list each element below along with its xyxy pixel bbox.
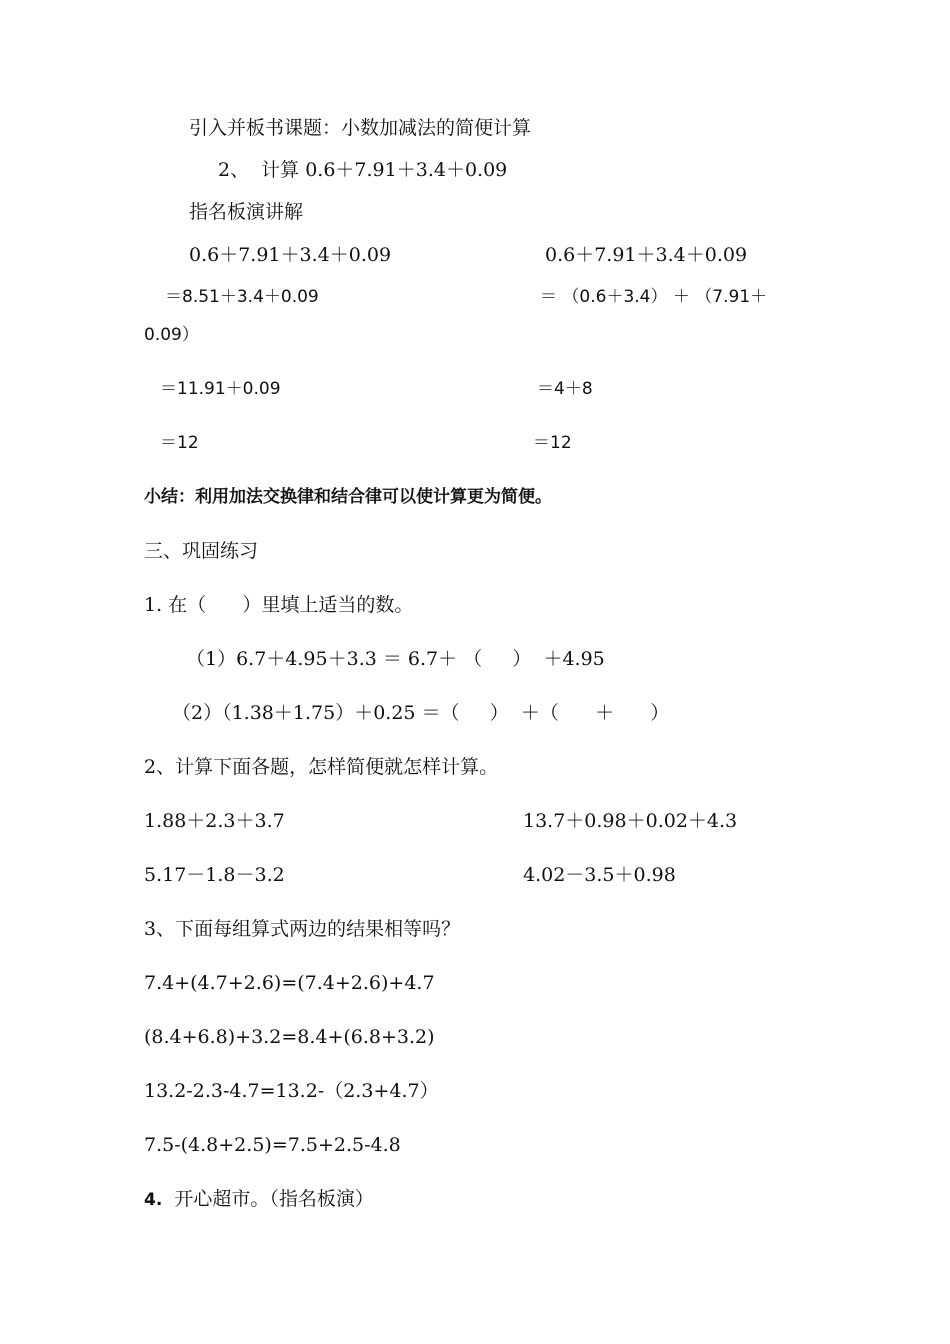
topic-line: 引入并板书课题：小数加减法的简便计算 <box>189 117 532 139</box>
question-4-text: 开心超市。（指名板演） <box>174 1188 374 1210</box>
right-work-step-2-wrap: 0.09） <box>144 325 199 345</box>
question-4 <box>144 1187 374 1212</box>
question-2-item-2: 13.7＋0.98＋0.02＋4.3 <box>523 810 738 832</box>
question-4-number: 4. <box>144 1190 163 1210</box>
summary-line: 小结：利用加法交换律和结合律可以使计算更为简便。 <box>144 487 552 507</box>
right-work-step-2: ＝ （0.6＋3.4） ＋ （7.91＋ <box>540 287 768 307</box>
question-3-item-4: 7.5-(4.8+2.5)=7.5+2.5-4.8 <box>144 1134 401 1156</box>
demo-line: 指名板演讲解 <box>189 201 304 223</box>
question-1: 1. 在（ ）里填上适当的数。 <box>144 594 414 616</box>
question-2-item-3: 5.17－1.8－3.2 <box>144 864 285 886</box>
practice-heading: 三、巩固练习 <box>144 540 259 562</box>
item-2-line: 2、 计算 0.6＋7.91＋3.4＋0.09 <box>218 159 508 181</box>
question-1-part-1: （1）6.7＋4.95＋3.3 ＝ 6.7＋ （ ） ＋4.95 <box>186 648 605 670</box>
left-work-step-1: 0.6＋7.91＋3.4＋0.09 <box>189 244 392 266</box>
question-2-item-1: 1.88＋2.3＋3.7 <box>144 810 285 832</box>
left-work-step-3: ＝11.91＋0.09 <box>160 379 281 399</box>
question-3: 3、下面每组算式两边的结果相等吗？ <box>144 918 461 940</box>
right-work-step-3: ＝4＋8 <box>537 379 593 399</box>
right-work-step-1: 0.6＋7.91＋3.4＋0.09 <box>545 244 748 266</box>
right-work-result: ＝12 <box>533 433 572 453</box>
question-3-item-3: 13.2-2.3-4.7=13.2-（2.3+4.7） <box>144 1080 439 1102</box>
question-3-item-1: 7.4+(4.7+2.6)=(7.4+2.6)+4.7 <box>144 972 435 994</box>
question-2: 2、计算下面各题，怎样简便就怎样计算。 <box>144 756 499 778</box>
left-work-result: ＝12 <box>160 433 199 453</box>
question-2-item-4: 4.02－3.5＋0.98 <box>523 864 676 886</box>
left-work-step-2: ＝8.51＋3.4＋0.09 <box>165 287 319 307</box>
question-1-part-2: （2）（1.38＋1.75）＋0.25 ＝（ ） ＋（ ＋ ） <box>172 702 670 724</box>
question-3-item-2: (8.4+6.8)+3.2=8.4+(6.8+3.2) <box>144 1026 435 1048</box>
